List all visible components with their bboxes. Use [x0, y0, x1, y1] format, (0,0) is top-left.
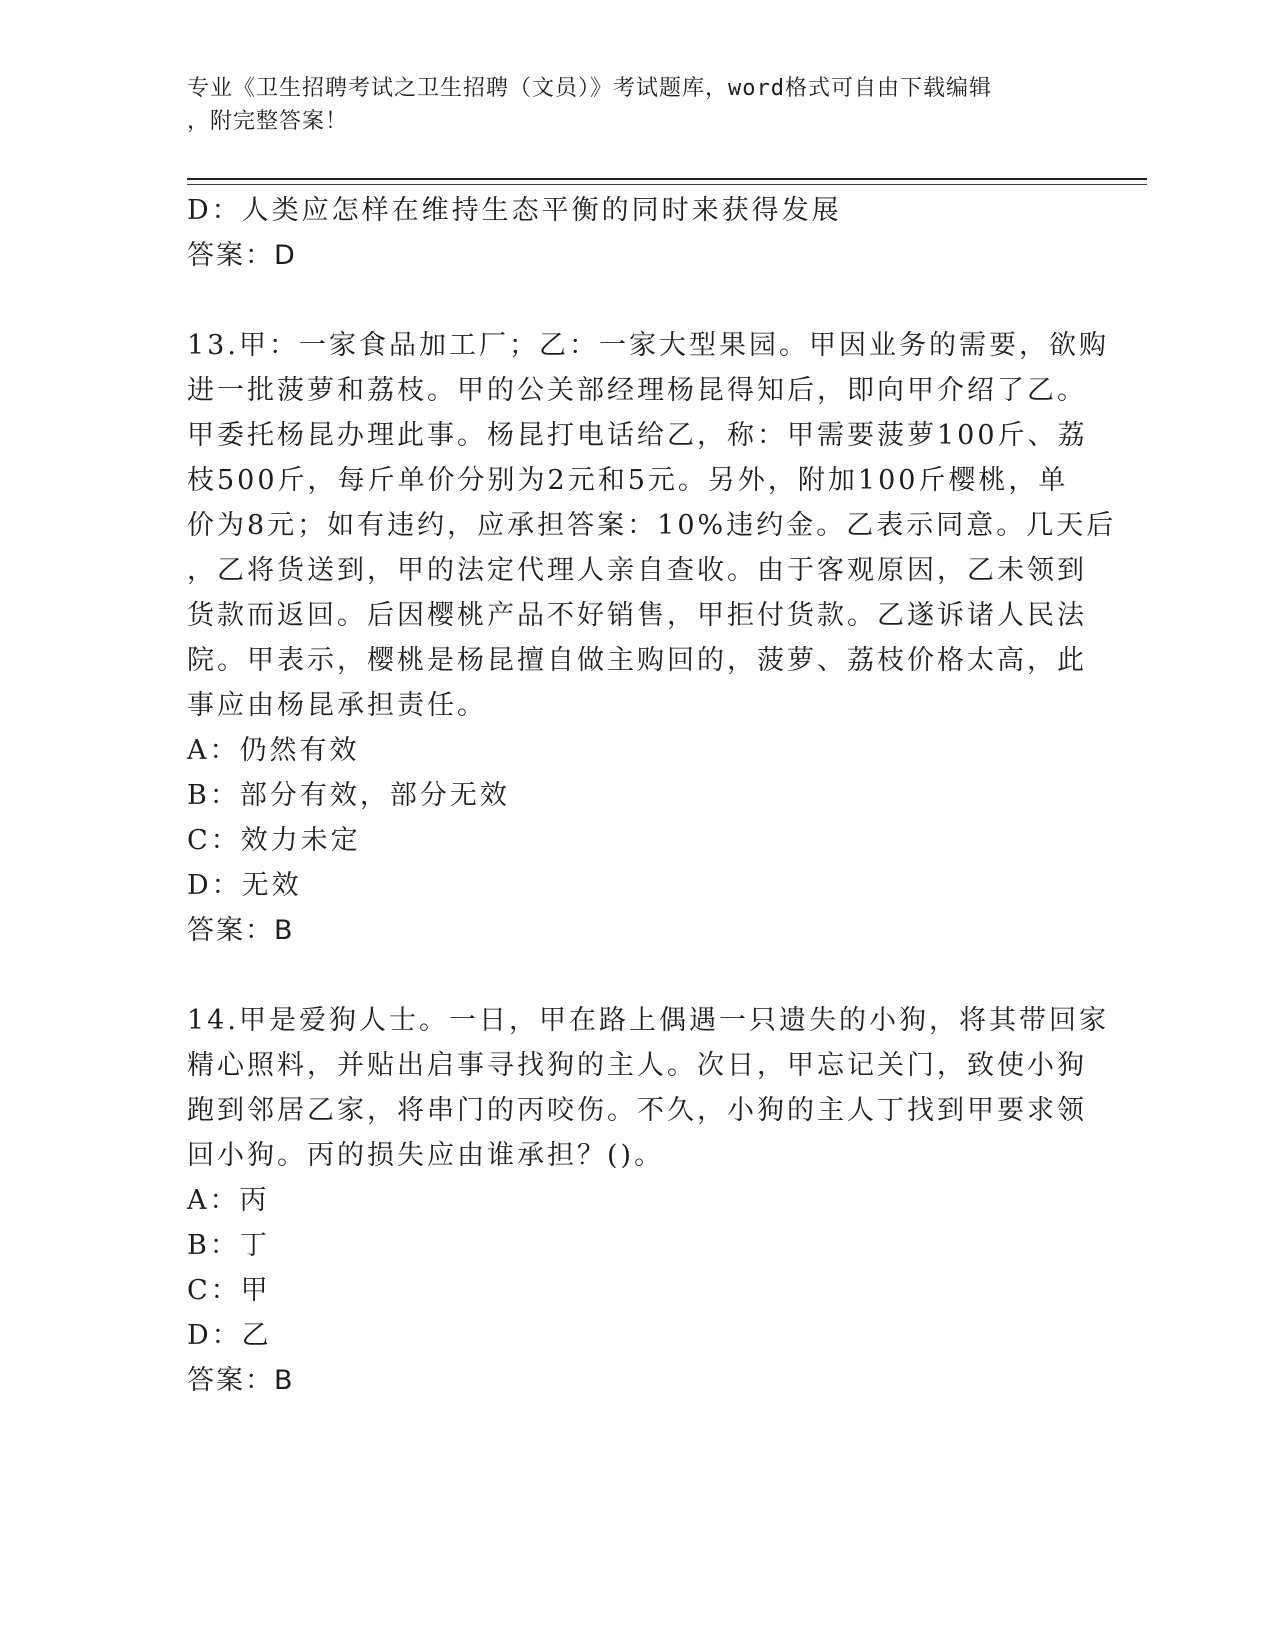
option-a: A：仍然有效: [187, 735, 360, 766]
prev-option-d: D：人类应怎样在维持生态平衡的同时来获得发展: [187, 195, 842, 226]
option-b: B：部分有效，部分无效: [187, 780, 510, 811]
header-line-2: ，附完整答案！: [187, 109, 349, 134]
question-14-line: 精心照料，并贴出启事寻找狗的主人。次日，甲忘记关门，致使小狗: [187, 1050, 1087, 1081]
option-d: D：无效: [187, 870, 302, 901]
question-13-line: ，乙将货送到，甲的法定代理人亲自查收。由于客观原因，乙未领到: [187, 555, 1087, 586]
answer: 答案：B: [187, 1365, 295, 1396]
header-rule-thick: [187, 178, 1147, 180]
option-c: C：甲: [187, 1275, 271, 1306]
question-13: [187, 323, 1117, 953]
document-header: [187, 72, 1067, 138]
question-13-line: 货款而返回。后因樱桃产品不好销售，甲拒付货款。乙遂诉诸人民法: [187, 600, 1087, 631]
header-line-1: 专业《卫生招聘考试之卫生招聘（文员）》考试题库，word格式可自由下载编辑: [187, 76, 992, 101]
question-13-line: 甲委托杨昆办理此事。杨昆打电话给乙，称：甲需要菠萝100斤、荔: [187, 420, 1088, 451]
option-a: A：丙: [187, 1185, 270, 1216]
question-13-line: 进一批菠萝和荔枝。甲的公关部经理杨昆得知后，即向甲介绍了乙。: [187, 375, 1087, 406]
question-14-line: 回小狗。丙的损失应由谁承担？()。: [187, 1140, 665, 1171]
spacer: [187, 953, 1077, 998]
answer: 答案：B: [187, 915, 295, 946]
question-13-line: 事应由杨昆承担责任。: [187, 690, 487, 721]
document-body: [187, 188, 1117, 1403]
option-c: C：效力未定: [187, 825, 361, 856]
question-14-line: 跑到邻居乙家，将串门的丙咬伤。不久，小狗的主人丁找到甲要求领: [187, 1095, 1087, 1126]
prev-answer: 答案：D: [187, 240, 297, 271]
option-b: B：丁: [187, 1230, 270, 1261]
question-13-line: 枝500斤，每斤单价分别为2元和5元。另外，附加100斤樱桃，单: [187, 465, 1069, 496]
spacer: [187, 278, 1077, 323]
question-14-line: 14.甲是爱狗人士。一日，甲在路上偶遇一只遗失的小狗，将其带回家: [187, 1005, 1109, 1036]
question-13-line: 价为8元；如有违约，应承担答案：10%违约金。乙表示同意。几天后: [187, 510, 1117, 541]
question-13-line: 院。甲表示，樱桃是杨昆擅自做主购回的，菠萝、荔枝价格太高，此: [187, 645, 1087, 676]
question-13-line: 13.甲：一家食品加工厂；乙：一家大型果园。甲因业务的需要，欲购: [187, 330, 1109, 361]
option-d: D：乙: [187, 1320, 272, 1351]
question-14: [187, 998, 1109, 1403]
header-rule-thin: [187, 184, 1147, 185]
